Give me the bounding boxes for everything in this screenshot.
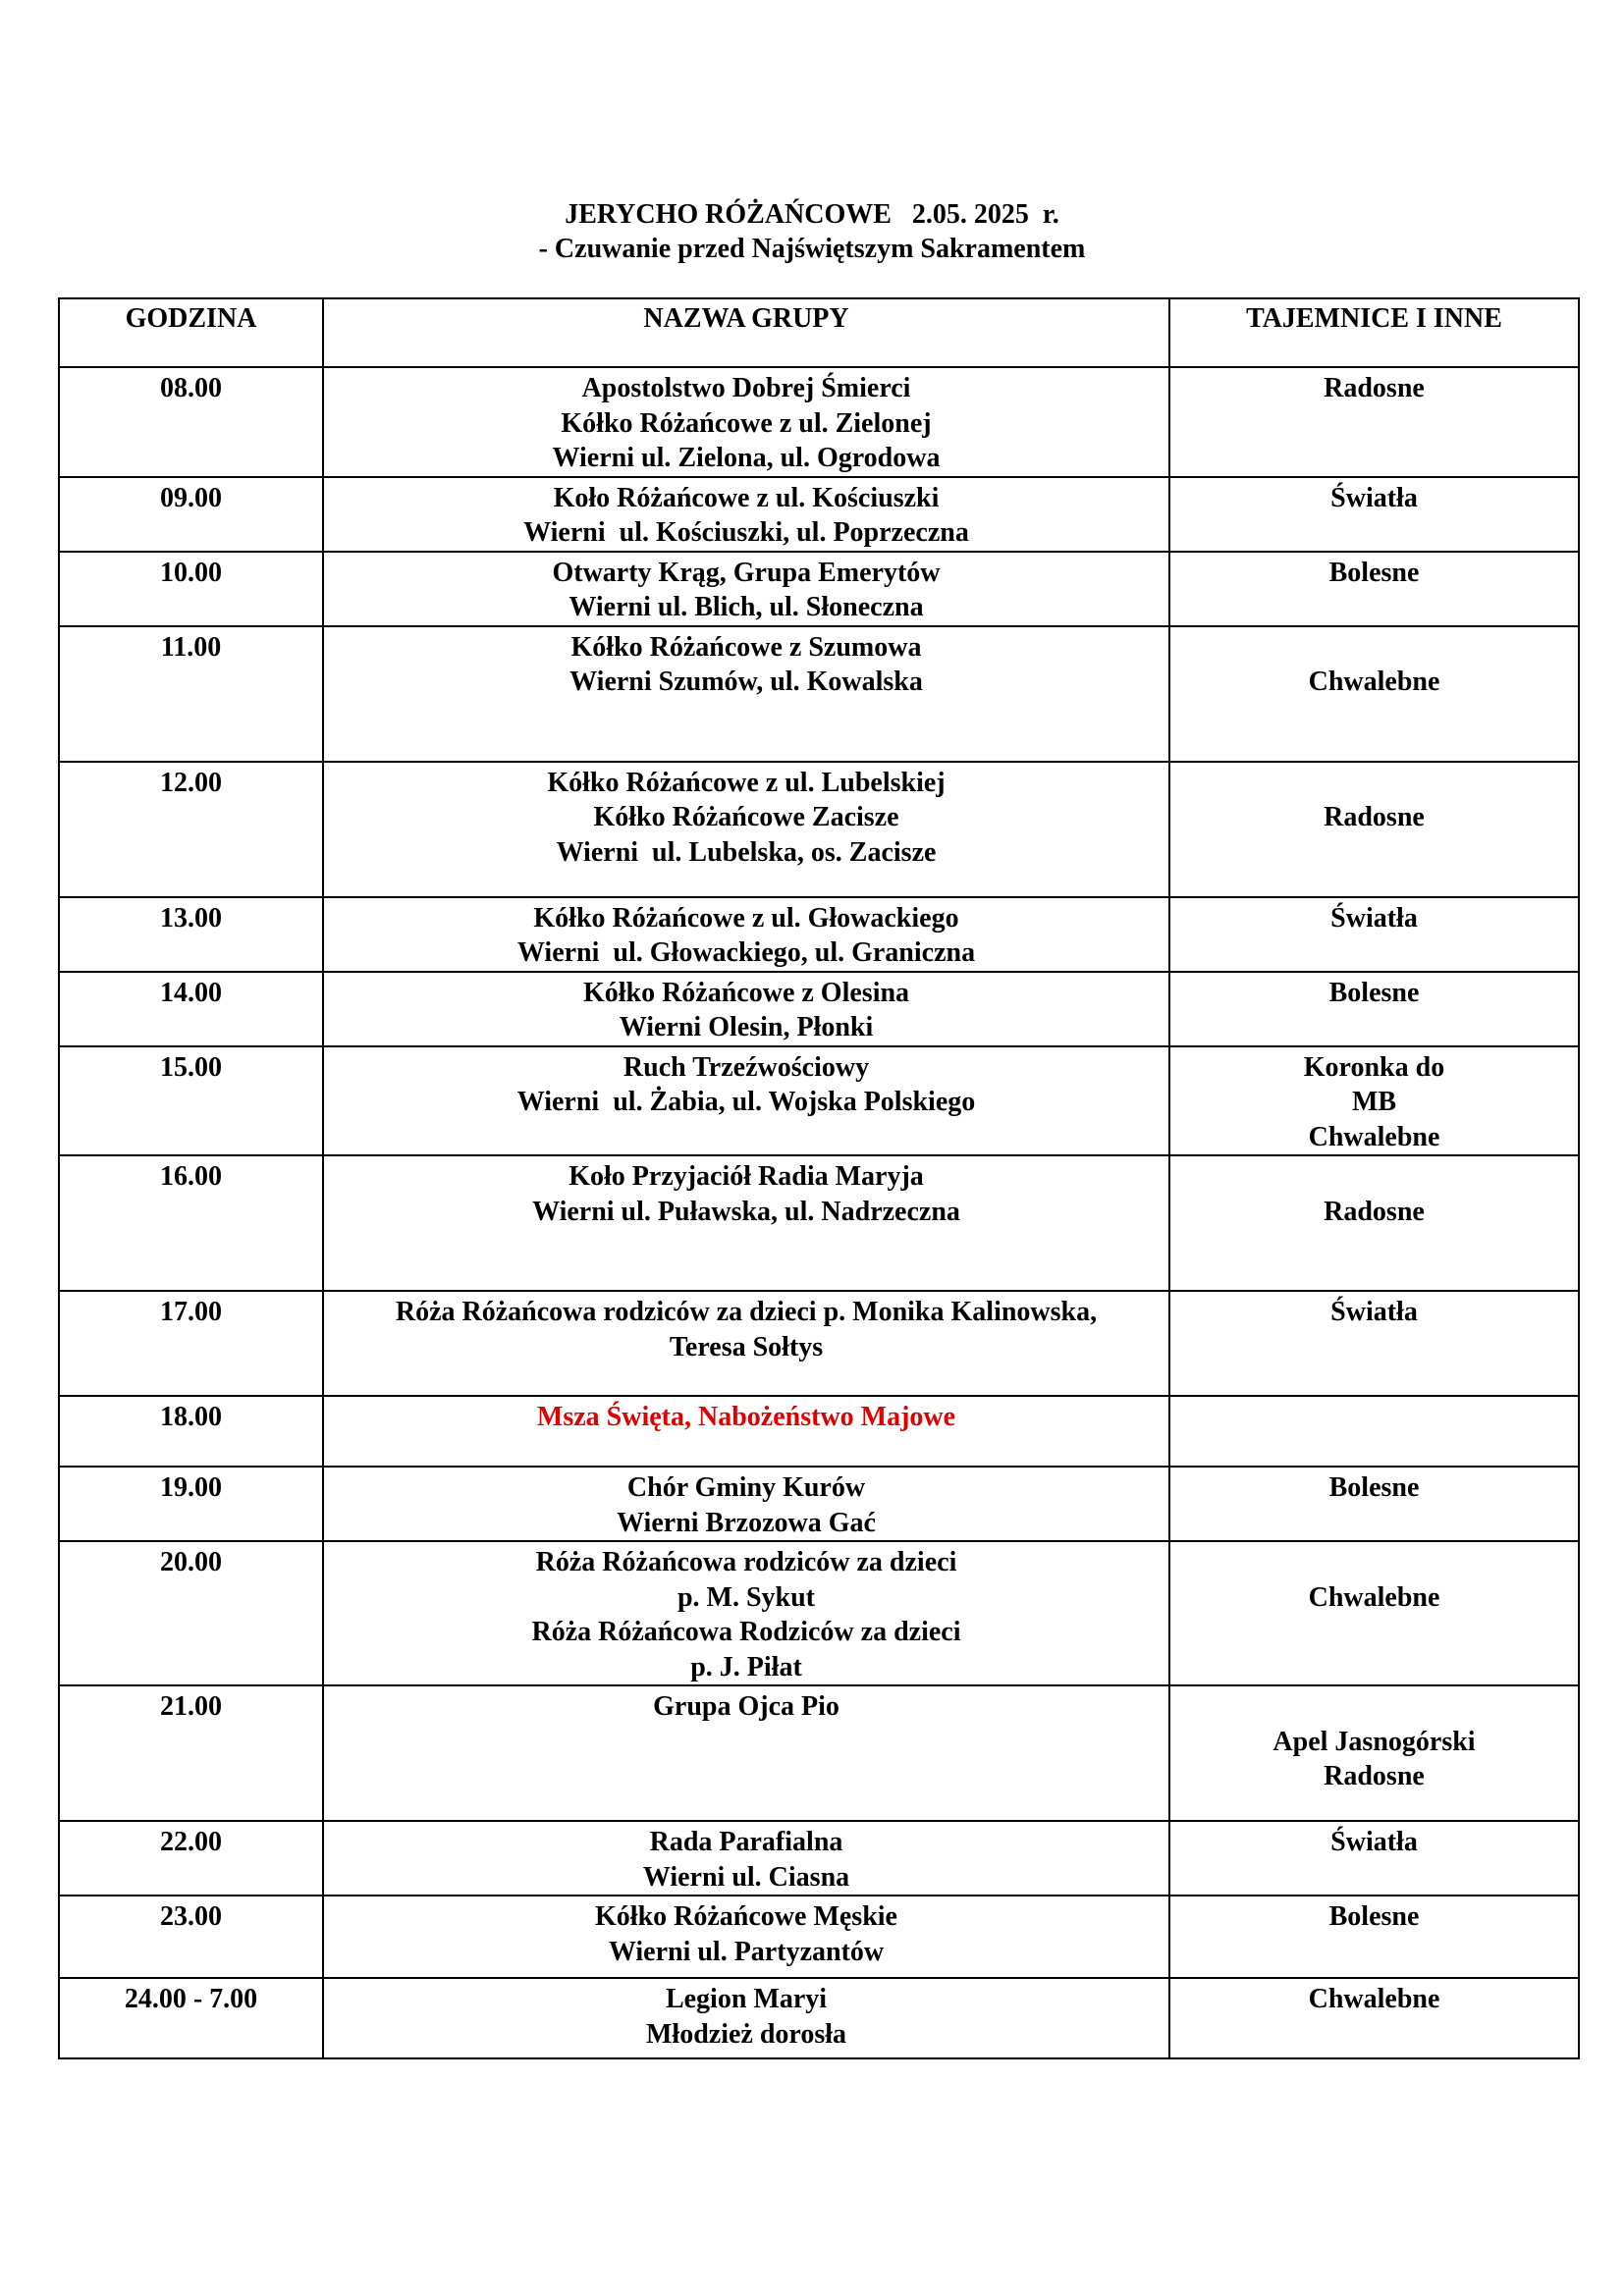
mysteries-cell	[1169, 1685, 1579, 1821]
group-line: p. J. Piłat	[690, 1651, 802, 1682]
group-cell	[323, 1685, 1169, 1821]
mysteries-line: Światła	[1330, 1827, 1418, 1857]
group-line: Wierni ul. Partyzantów	[608, 1936, 885, 1967]
document-subtitle: - Czuwanie przed Najświętszym Sakramentem	[538, 234, 1086, 264]
group-line: Róża Różańcowa rodziców za dzieci	[535, 1547, 957, 1577]
table-row	[59, 1541, 1579, 1685]
group-cell	[323, 1046, 1169, 1156]
table-row	[59, 367, 1579, 477]
group-line: Koło Przyjaciół Radia Maryja	[568, 1161, 924, 1192]
table-row	[59, 1291, 1579, 1396]
mysteries-line: Bolesne	[1328, 1472, 1420, 1503]
header-time: GODZINA	[59, 298, 323, 367]
document-title: JERYCHO RÓŻAŃCOWE 2.05. 2025 r.	[565, 199, 1059, 230]
group-line: Kółko Różańcowe Zacisze	[593, 802, 899, 832]
mysteries-line	[1170, 1159, 1578, 1195]
mysteries-cell	[1169, 1978, 1579, 2058]
table-row	[59, 1896, 1579, 1978]
time-cell: 19.00	[59, 1467, 323, 1541]
table-row	[59, 1821, 1579, 1896]
mysteries-cell	[1169, 897, 1579, 972]
time-cell: 24.00 - 7.00	[59, 1978, 323, 2058]
group-cell	[323, 1896, 1169, 1978]
mysteries-line: MB	[1351, 1087, 1397, 1117]
group-line: Młodzież dorosła	[645, 2018, 846, 2050]
mysteries-line: Apel Jasnogórski	[1272, 1726, 1476, 1757]
group-line: Wierni Szumów, ul. Kowalska	[569, 667, 923, 697]
group-line: Otwarty Krąg, Grupa Emerytów	[552, 557, 941, 588]
mysteries-cell	[1169, 762, 1579, 897]
group-line: Kółko Różańcowe z ul. Lubelskiej	[547, 767, 946, 798]
table-row	[59, 1978, 1579, 2058]
group-cell	[323, 1467, 1169, 1541]
group-line: Koło Różańcowe z ul. Kościuszki	[553, 482, 940, 513]
schedule-table	[58, 297, 1580, 2059]
table-row	[59, 1685, 1579, 1821]
table-row	[59, 1396, 1579, 1467]
mysteries-cell	[1169, 477, 1579, 552]
group-line: Apostolstwo Dobrej Śmierci	[581, 373, 911, 403]
group-cell	[323, 552, 1169, 626]
mysteries-line: Bolesne	[1328, 557, 1420, 588]
group-line: Wierni Olesin, Płonki	[619, 1012, 874, 1042]
group-line: Grupa Ojca Pio	[653, 1691, 839, 1722]
group-cell	[323, 972, 1169, 1046]
group-line: Msza Święta, Nabożeństwo Majowe	[536, 1402, 956, 1432]
mysteries-cell	[1169, 972, 1579, 1046]
mysteries-cell	[1169, 1046, 1579, 1156]
group-cell	[323, 1155, 1169, 1291]
group-line: Legion Maryi	[665, 1984, 828, 2014]
group-cell	[323, 1396, 1169, 1467]
group-cell	[323, 477, 1169, 552]
time-cell: 21.00	[59, 1685, 323, 1821]
time-cell: 16.00	[59, 1155, 323, 1291]
group-line: Wierni ul. Żabia, ul. Wojska Polskiego	[516, 1087, 976, 1117]
mysteries-line: Radosne	[1324, 373, 1425, 403]
group-line: Kółko Różańcowe z ul. Głowackiego	[533, 902, 959, 934]
group-cell	[323, 897, 1169, 972]
table-row	[59, 1467, 1579, 1541]
group-line: Kółko Różańcowe z Olesina	[582, 977, 910, 1008]
group-line: Kółko Różańcowe Męskie	[595, 1901, 897, 1932]
group-cell	[323, 1291, 1169, 1396]
group-line: Wierni ul. Ciasna	[642, 1861, 850, 1893]
table-row	[59, 1155, 1579, 1291]
time-cell: 10.00	[59, 552, 323, 626]
time-cell: 12.00	[59, 762, 323, 897]
table-row	[59, 762, 1579, 897]
mysteries-line: Bolesne	[1328, 977, 1420, 1008]
mysteries-cell	[1169, 1396, 1579, 1467]
group-cell	[323, 762, 1169, 897]
group-line: Wierni ul. Zielona, ul. Ogrodowa	[552, 443, 941, 473]
mysteries-line: Radosne	[1324, 1761, 1425, 1791]
group-line: Teresa Sołtys	[669, 1331, 824, 1362]
table-row	[59, 972, 1579, 1046]
group-line: Chór Gminy Kurów	[626, 1472, 866, 1503]
group-line: Rada Parafialna	[649, 1827, 843, 1857]
mysteries-line	[1170, 630, 1578, 666]
mysteries-line: Światła	[1330, 1297, 1418, 1327]
group-line: Wierni Brzozowa Gać	[617, 1507, 876, 1538]
group-line: Kółko Różańcowe z Szumowa	[570, 631, 922, 663]
mysteries-line	[1170, 1545, 1578, 1580]
table-row	[59, 477, 1579, 552]
group-cell	[323, 626, 1169, 762]
time-cell: 15.00	[59, 1046, 323, 1156]
mysteries-line: Chwalebne	[1308, 1984, 1440, 2014]
mysteries-cell	[1169, 1541, 1579, 1685]
mysteries-cell	[1169, 1155, 1579, 1291]
mysteries-line	[1170, 1689, 1578, 1725]
mysteries-cell	[1169, 1467, 1579, 1541]
group-line: Wierni ul. Blich, ul. Słoneczna	[568, 592, 924, 622]
time-cell: 22.00	[59, 1821, 323, 1896]
group-line: Róża Różańcowa rodziców za dzieci p. Monika Kalinowska,	[395, 1297, 1098, 1327]
mysteries-line: Radosne	[1324, 1196, 1425, 1227]
time-cell: 13.00	[59, 897, 323, 972]
group-cell	[323, 367, 1169, 477]
group-line: Wierni ul. Puławska, ul. Nadrzeczna	[532, 1196, 960, 1227]
time-cell: 14.00	[59, 972, 323, 1046]
mysteries-line: Chwalebne	[1308, 667, 1440, 697]
mysteries-cell	[1169, 1821, 1579, 1896]
group-line: Róża Różańcowa Rodziców za dzieci	[531, 1617, 961, 1647]
mysteries-cell	[1169, 1896, 1579, 1978]
mysteries-line: Chwalebne	[1308, 1581, 1440, 1613]
mysteries-line: Chwalebne	[1308, 1121, 1440, 1152]
time-cell: 23.00	[59, 1896, 323, 1978]
mysteries-line: Radosne	[1324, 802, 1425, 832]
table-row	[59, 897, 1579, 972]
group-line: Wierni ul. Kościuszki, ul. Poprzeczna	[523, 517, 969, 548]
group-line: p. M. Sykut	[677, 1581, 816, 1613]
time-cell: 11.00	[59, 626, 323, 762]
time-cell: 20.00	[59, 1541, 323, 1685]
group-cell	[323, 1541, 1169, 1685]
group-cell	[323, 1821, 1169, 1896]
group-line: Kółko Różańcowe z ul. Zielonej	[561, 407, 932, 439]
mysteries-line	[1170, 766, 1578, 801]
group-line: Wierni ul. Głowackiego, ul. Graniczna	[516, 937, 976, 968]
header-group: NAZWA GRUPY	[323, 298, 1169, 367]
group-cell	[323, 1978, 1169, 2058]
header-row	[59, 298, 1579, 367]
group-line: Ruch Trzeźwościowy	[623, 1051, 870, 1083]
time-cell: 08.00	[59, 367, 323, 477]
table-row	[59, 626, 1579, 762]
table-row	[59, 552, 1579, 626]
mysteries-cell	[1169, 626, 1579, 762]
time-cell: 18.00	[59, 1396, 323, 1467]
time-cell: 17.00	[59, 1291, 323, 1396]
mysteries-line: Światła	[1330, 902, 1418, 934]
mysteries-line: Koronka do	[1303, 1051, 1445, 1083]
group-line: Wierni ul. Lubelska, os. Zacisze	[556, 836, 937, 868]
mysteries-cell	[1169, 552, 1579, 626]
header-mysteries: TAJEMNICE I INNE	[1169, 298, 1579, 367]
mysteries-line: Światła	[1330, 482, 1418, 513]
time-cell: 09.00	[59, 477, 323, 552]
table-row	[59, 1046, 1579, 1156]
mysteries-line: Bolesne	[1328, 1901, 1420, 1932]
mysteries-cell	[1169, 367, 1579, 477]
mysteries-cell	[1169, 1291, 1579, 1396]
